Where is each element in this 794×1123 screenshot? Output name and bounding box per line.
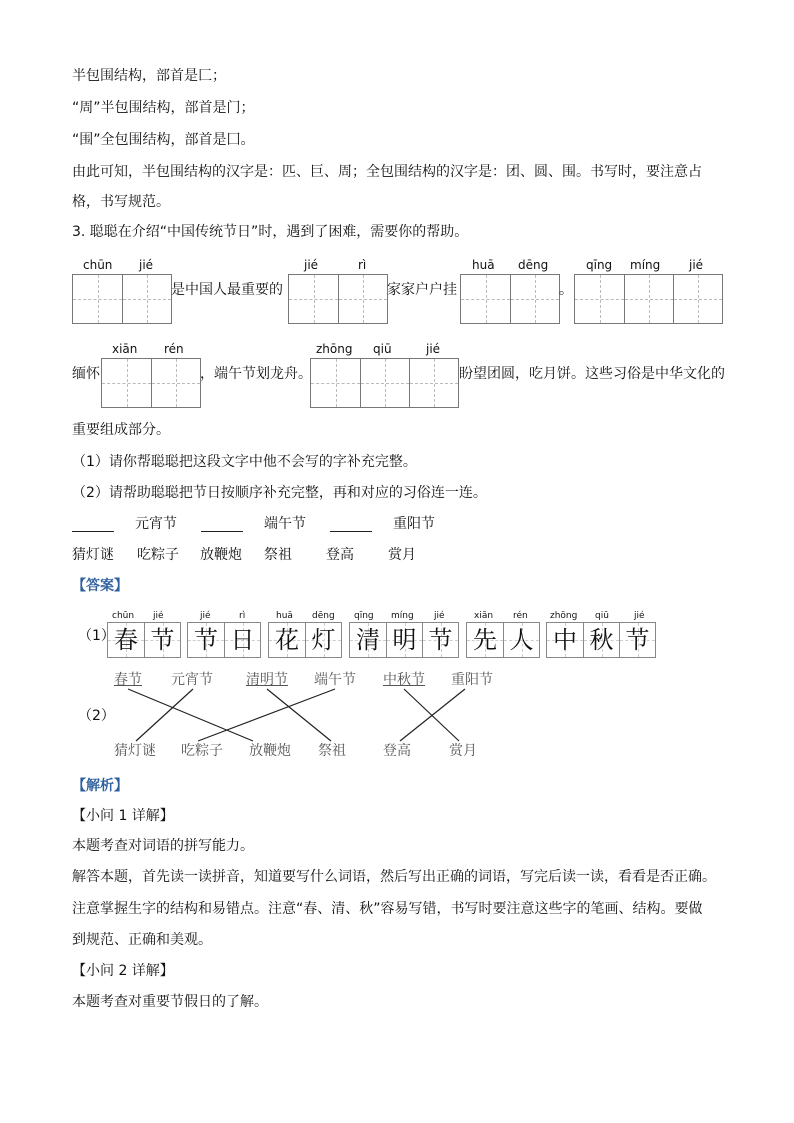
answer-char: 日 bbox=[230, 626, 255, 654]
answer-char: 节 bbox=[194, 626, 218, 654]
pinyin: qiū bbox=[373, 342, 392, 356]
pinyin: míng bbox=[630, 258, 661, 272]
question-title: 3. 聪聪在介绍“中国传统节日”时，遇到了困难，需要你的帮助。 bbox=[72, 224, 469, 240]
festival-label: 元宵节 bbox=[135, 516, 177, 532]
answer-char: 中 bbox=[553, 626, 577, 654]
pinyin: jié bbox=[426, 342, 441, 356]
custom-label: 赏月 bbox=[388, 547, 416, 563]
pinyin: xiān bbox=[474, 611, 494, 621]
pinyin: chūn bbox=[112, 611, 135, 621]
pinyin: xiān bbox=[112, 342, 138, 356]
text-line: 半包围结构，部首是匚； bbox=[72, 68, 226, 84]
text-segment: 盼望团圆，吃月饼。这些习俗是中华文化的 bbox=[459, 366, 725, 382]
text-segment: 家家户户挂 bbox=[387, 282, 457, 298]
match-bottom-item: 赏月 bbox=[449, 743, 477, 759]
pinyin: qīng bbox=[586, 258, 613, 272]
custom-label: 登高 bbox=[326, 547, 354, 563]
custom-label: 祭祖 bbox=[264, 547, 292, 563]
text-line: “围”全包围结构，部首是囗。 bbox=[72, 132, 255, 148]
answer-grid bbox=[546, 622, 656, 658]
text-line: 格，书写规范。 bbox=[72, 194, 170, 210]
match-bottom-item: 登高 bbox=[383, 743, 411, 759]
match-bottom-item: 祭祖 bbox=[318, 743, 346, 759]
answer-char: 秋 bbox=[589, 626, 614, 654]
sub-question: （2）请帮助聪聪把节日按顺序补充完整，再和对应的习俗连一连。 bbox=[72, 485, 487, 501]
pinyin: jié bbox=[153, 611, 164, 621]
answer-char: 节 bbox=[150, 626, 175, 654]
text-line: 由此可知，半包围结构的汉字是：匹、巨、周；全包围结构的汉字是：团、圆、围。书写时，要注意占 bbox=[72, 164, 702, 180]
item-number: （1） bbox=[78, 628, 115, 644]
pinyin: rén bbox=[513, 611, 528, 621]
text-line: “周”半包围结构，部首是门； bbox=[72, 100, 255, 116]
custom-label: 放鞭炮 bbox=[200, 547, 242, 563]
answer-char: 清 bbox=[356, 626, 380, 654]
sub-heading: 【小问 2 详解】 bbox=[72, 963, 174, 979]
match-line bbox=[128, 689, 253, 741]
answer-char: 先 bbox=[473, 626, 497, 654]
pinyin: jié bbox=[689, 258, 704, 272]
analysis-heading: 【解析】 bbox=[72, 778, 128, 794]
pinyin: qīng bbox=[354, 611, 374, 621]
answer-char: 花 bbox=[275, 626, 299, 654]
sub-question: （1）请你帮聪聪把这段文字中他不会写的字补充完整。 bbox=[72, 454, 417, 470]
answer-char: 人 bbox=[509, 626, 534, 654]
text-segment: 缅怀 bbox=[72, 366, 100, 382]
custom-label: 吃粽子 bbox=[137, 547, 179, 563]
text-segment: ，端午节划龙舟。 bbox=[200, 366, 312, 382]
pinyin: rì bbox=[239, 611, 246, 621]
pinyin: zhōng bbox=[316, 342, 353, 356]
pinyin: huā bbox=[472, 258, 495, 272]
match-line bbox=[404, 689, 459, 741]
match-top-item: 清明节 bbox=[246, 672, 288, 688]
pinyin: chūn bbox=[83, 258, 113, 272]
pinyin: dēng bbox=[518, 258, 549, 272]
sub-heading: 【小问 1 详解】 bbox=[72, 808, 174, 824]
answer-char: 节 bbox=[428, 626, 453, 654]
text-line: 重要组成部分。 bbox=[72, 422, 170, 438]
text-line: 本题考查对重要节假日的了解。 bbox=[72, 994, 268, 1010]
pinyin: jié bbox=[139, 258, 154, 272]
match-line bbox=[198, 689, 335, 741]
text-line: 到规范、正确和美观。 bbox=[72, 932, 212, 948]
pinyin: zhōng bbox=[550, 611, 578, 621]
match-line bbox=[136, 689, 193, 741]
pinyin: jié bbox=[634, 611, 645, 621]
pinyin: jié bbox=[200, 611, 211, 621]
pinyin: míng bbox=[391, 611, 414, 621]
match-top-item: 重阳节 bbox=[451, 672, 493, 688]
text-segment: 。 bbox=[559, 282, 573, 298]
festival-label: 端午节 bbox=[264, 516, 306, 532]
answer-heading: 【答案】 bbox=[72, 578, 128, 594]
text-line: 解答本题，首先读一读拼音，知道要写什么词语，然后写出正确的词语，写完后读一读，看看是否正确。 bbox=[72, 869, 716, 885]
pinyin: jié bbox=[304, 258, 319, 272]
item-number: （2） bbox=[78, 708, 115, 724]
pinyin: jié bbox=[434, 611, 445, 621]
answer-char: 春 bbox=[114, 626, 138, 654]
pinyin: huā bbox=[276, 611, 293, 621]
answer-char: 灯 bbox=[311, 626, 336, 654]
answer-grid bbox=[349, 622, 459, 658]
match-bottom-item: 放鞭炮 bbox=[249, 743, 291, 759]
answer-char: 明 bbox=[392, 626, 417, 654]
match-top-item: 春节 bbox=[114, 672, 142, 688]
match-top-item: 元宵节 bbox=[171, 672, 213, 688]
match-line bbox=[400, 689, 465, 741]
match-line bbox=[267, 689, 331, 741]
text-segment: 是中国人最重要的 bbox=[171, 282, 283, 298]
pinyin: qiū bbox=[595, 611, 609, 621]
pinyin: rén bbox=[164, 342, 184, 356]
answer-char: 节 bbox=[625, 626, 650, 654]
festival-label: 重阳节 bbox=[393, 516, 435, 532]
text-line: 注意掌握生字的结构和易错点。注意“春、清、秋”容易写错，书写时要注意这些字的笔画、结构。要做 bbox=[72, 901, 703, 917]
text-line: 本题考查对词语的拼写能力。 bbox=[72, 838, 254, 854]
match-bottom-item: 猜灯谜 bbox=[114, 743, 156, 759]
match-top-item: 端午节 bbox=[314, 672, 356, 688]
pinyin: rì bbox=[358, 258, 367, 272]
pinyin: dēng bbox=[312, 611, 335, 621]
custom-label: 猜灯谜 bbox=[72, 547, 114, 563]
match-bottom-item: 吃粽子 bbox=[181, 743, 223, 759]
match-top-item: 中秋节 bbox=[383, 672, 425, 688]
